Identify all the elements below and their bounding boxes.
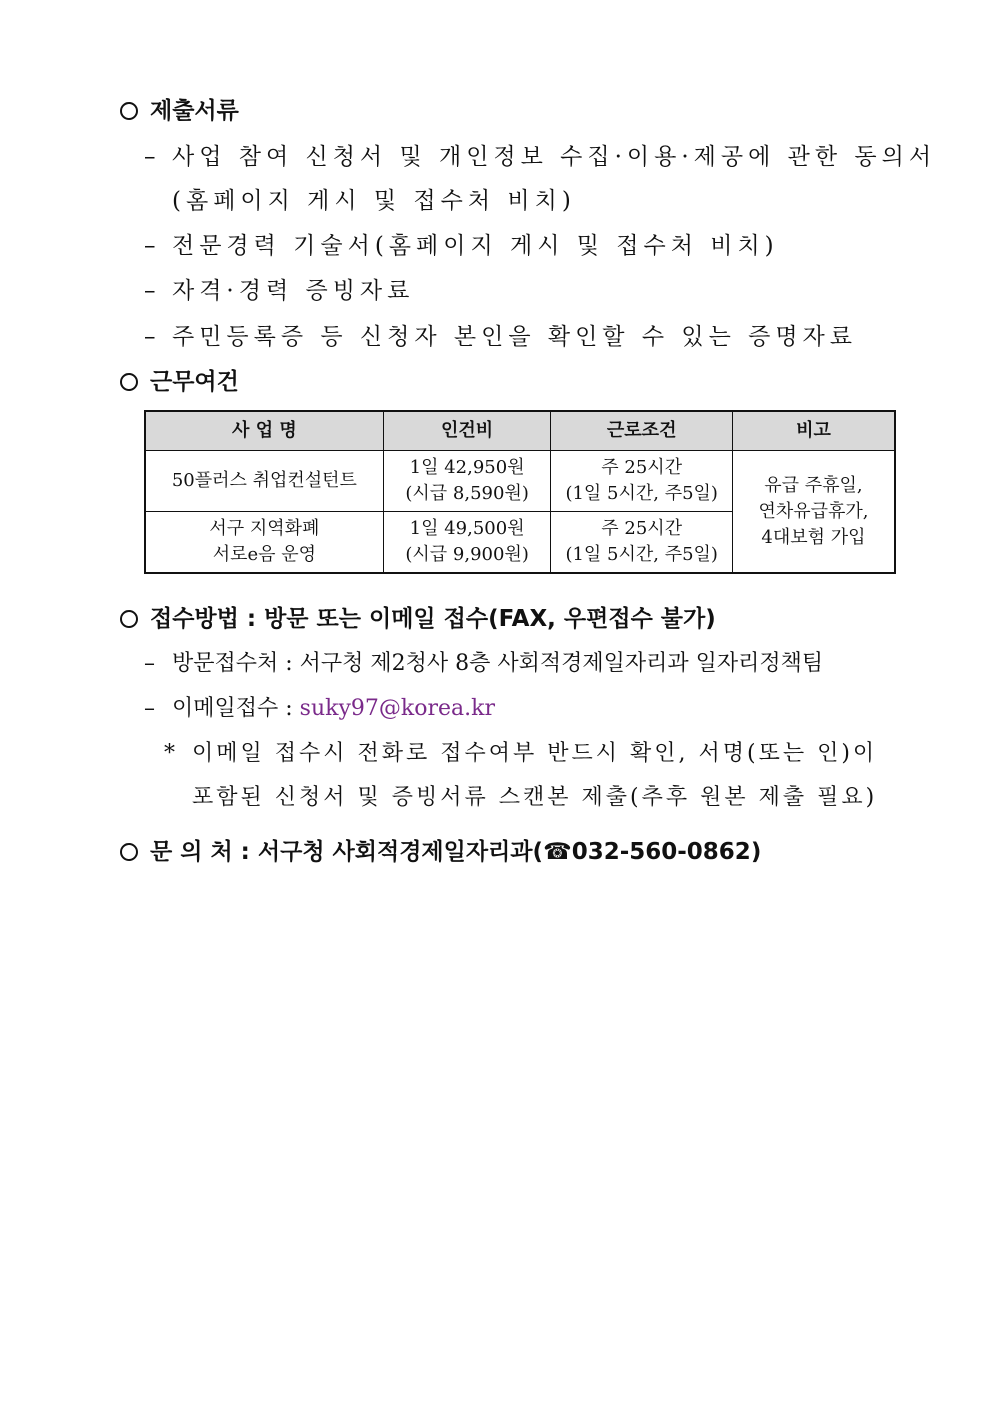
contact-phone: 032-560-0862 — [571, 839, 751, 865]
table-row — [145, 451, 895, 512]
application-note-2: 포함된 신청서 및 증빙서류 스캔본 제출(추후 원본 제출 필요) — [192, 785, 878, 810]
header-conditions: 근로조건 — [551, 411, 732, 451]
circle-bullet-icon — [120, 610, 138, 628]
dash-bullet: – — [144, 144, 156, 170]
row2-pay: 1일 49,500원 (시급 9,900원) — [383, 512, 551, 574]
documents-item-2: – 전문경력 기술서(홈페이지 게시 및 접수처 비치) — [144, 233, 779, 259]
row1-conditions: 주 25시간 (1일 5시간, 주5일) — [551, 451, 732, 512]
table-header-row — [145, 411, 895, 451]
conditions-table — [144, 410, 896, 574]
section-title-documents — [120, 92, 239, 125]
application-visit: – 방문접수처 : 서구청 제2청사 8층 사회적경제일자리과 일자리정책팀 — [144, 651, 824, 676]
email-link[interactable]: suky97@korea.kr — [299, 696, 495, 721]
section-title-contact: 문 의 처 : 서구청 사회적경제일자리과(☎032-560-0862) — [120, 833, 761, 866]
asterisk-bullet: * — [164, 741, 178, 766]
row1-pay: 1일 42,950원 (시급 8,590원) — [383, 451, 551, 512]
documents-item-3: – 자격·경력 증빙자료 — [144, 278, 415, 304]
note-cell: 유급 주휴일, 연차유급휴가, 4대보험 가입 — [732, 451, 895, 574]
circle-bullet-icon — [120, 102, 138, 120]
application-note-1: * 이메일 접수시 전화로 접수여부 반드시 확인, 서명(또는 인)이 — [164, 741, 878, 766]
documents-item-1-cont: (홈페이지 게시 및 접수처 비치) — [172, 188, 576, 214]
application-email: – 이메일접수 : suky97@korea.kr — [144, 696, 495, 721]
documents-item-4: – 주민등록증 등 신청자 본인을 확인할 수 있는 증명자료 — [144, 324, 857, 350]
documents-title: 제출서류 — [150, 98, 239, 124]
circle-bullet-icon — [120, 843, 138, 861]
header-pay: 인건비 — [383, 411, 551, 451]
phone-icon: ☎ — [543, 839, 572, 865]
row2-name: 서구 지역화폐 서로e음 운영 — [145, 512, 383, 574]
section-title-conditions: 근무여건 — [120, 363, 239, 396]
row2-conditions: 주 25시간 (1일 5시간, 주5일) — [551, 512, 732, 574]
section-title-application: 접수방법 : 방문 또는 이메일 접수(FAX, 우편접수 불가) — [120, 600, 716, 633]
circle-bullet-icon — [120, 373, 138, 391]
header-note: 비고 — [732, 411, 895, 451]
header-name: 사 업 명 — [145, 411, 383, 451]
documents-item-1: – 사업 참여 신청서 및 개인정보 수집·이용·제공에 관한 동의서 — [144, 144, 937, 170]
row1-name: 50플러스 취업컨설턴트 — [145, 451, 383, 512]
